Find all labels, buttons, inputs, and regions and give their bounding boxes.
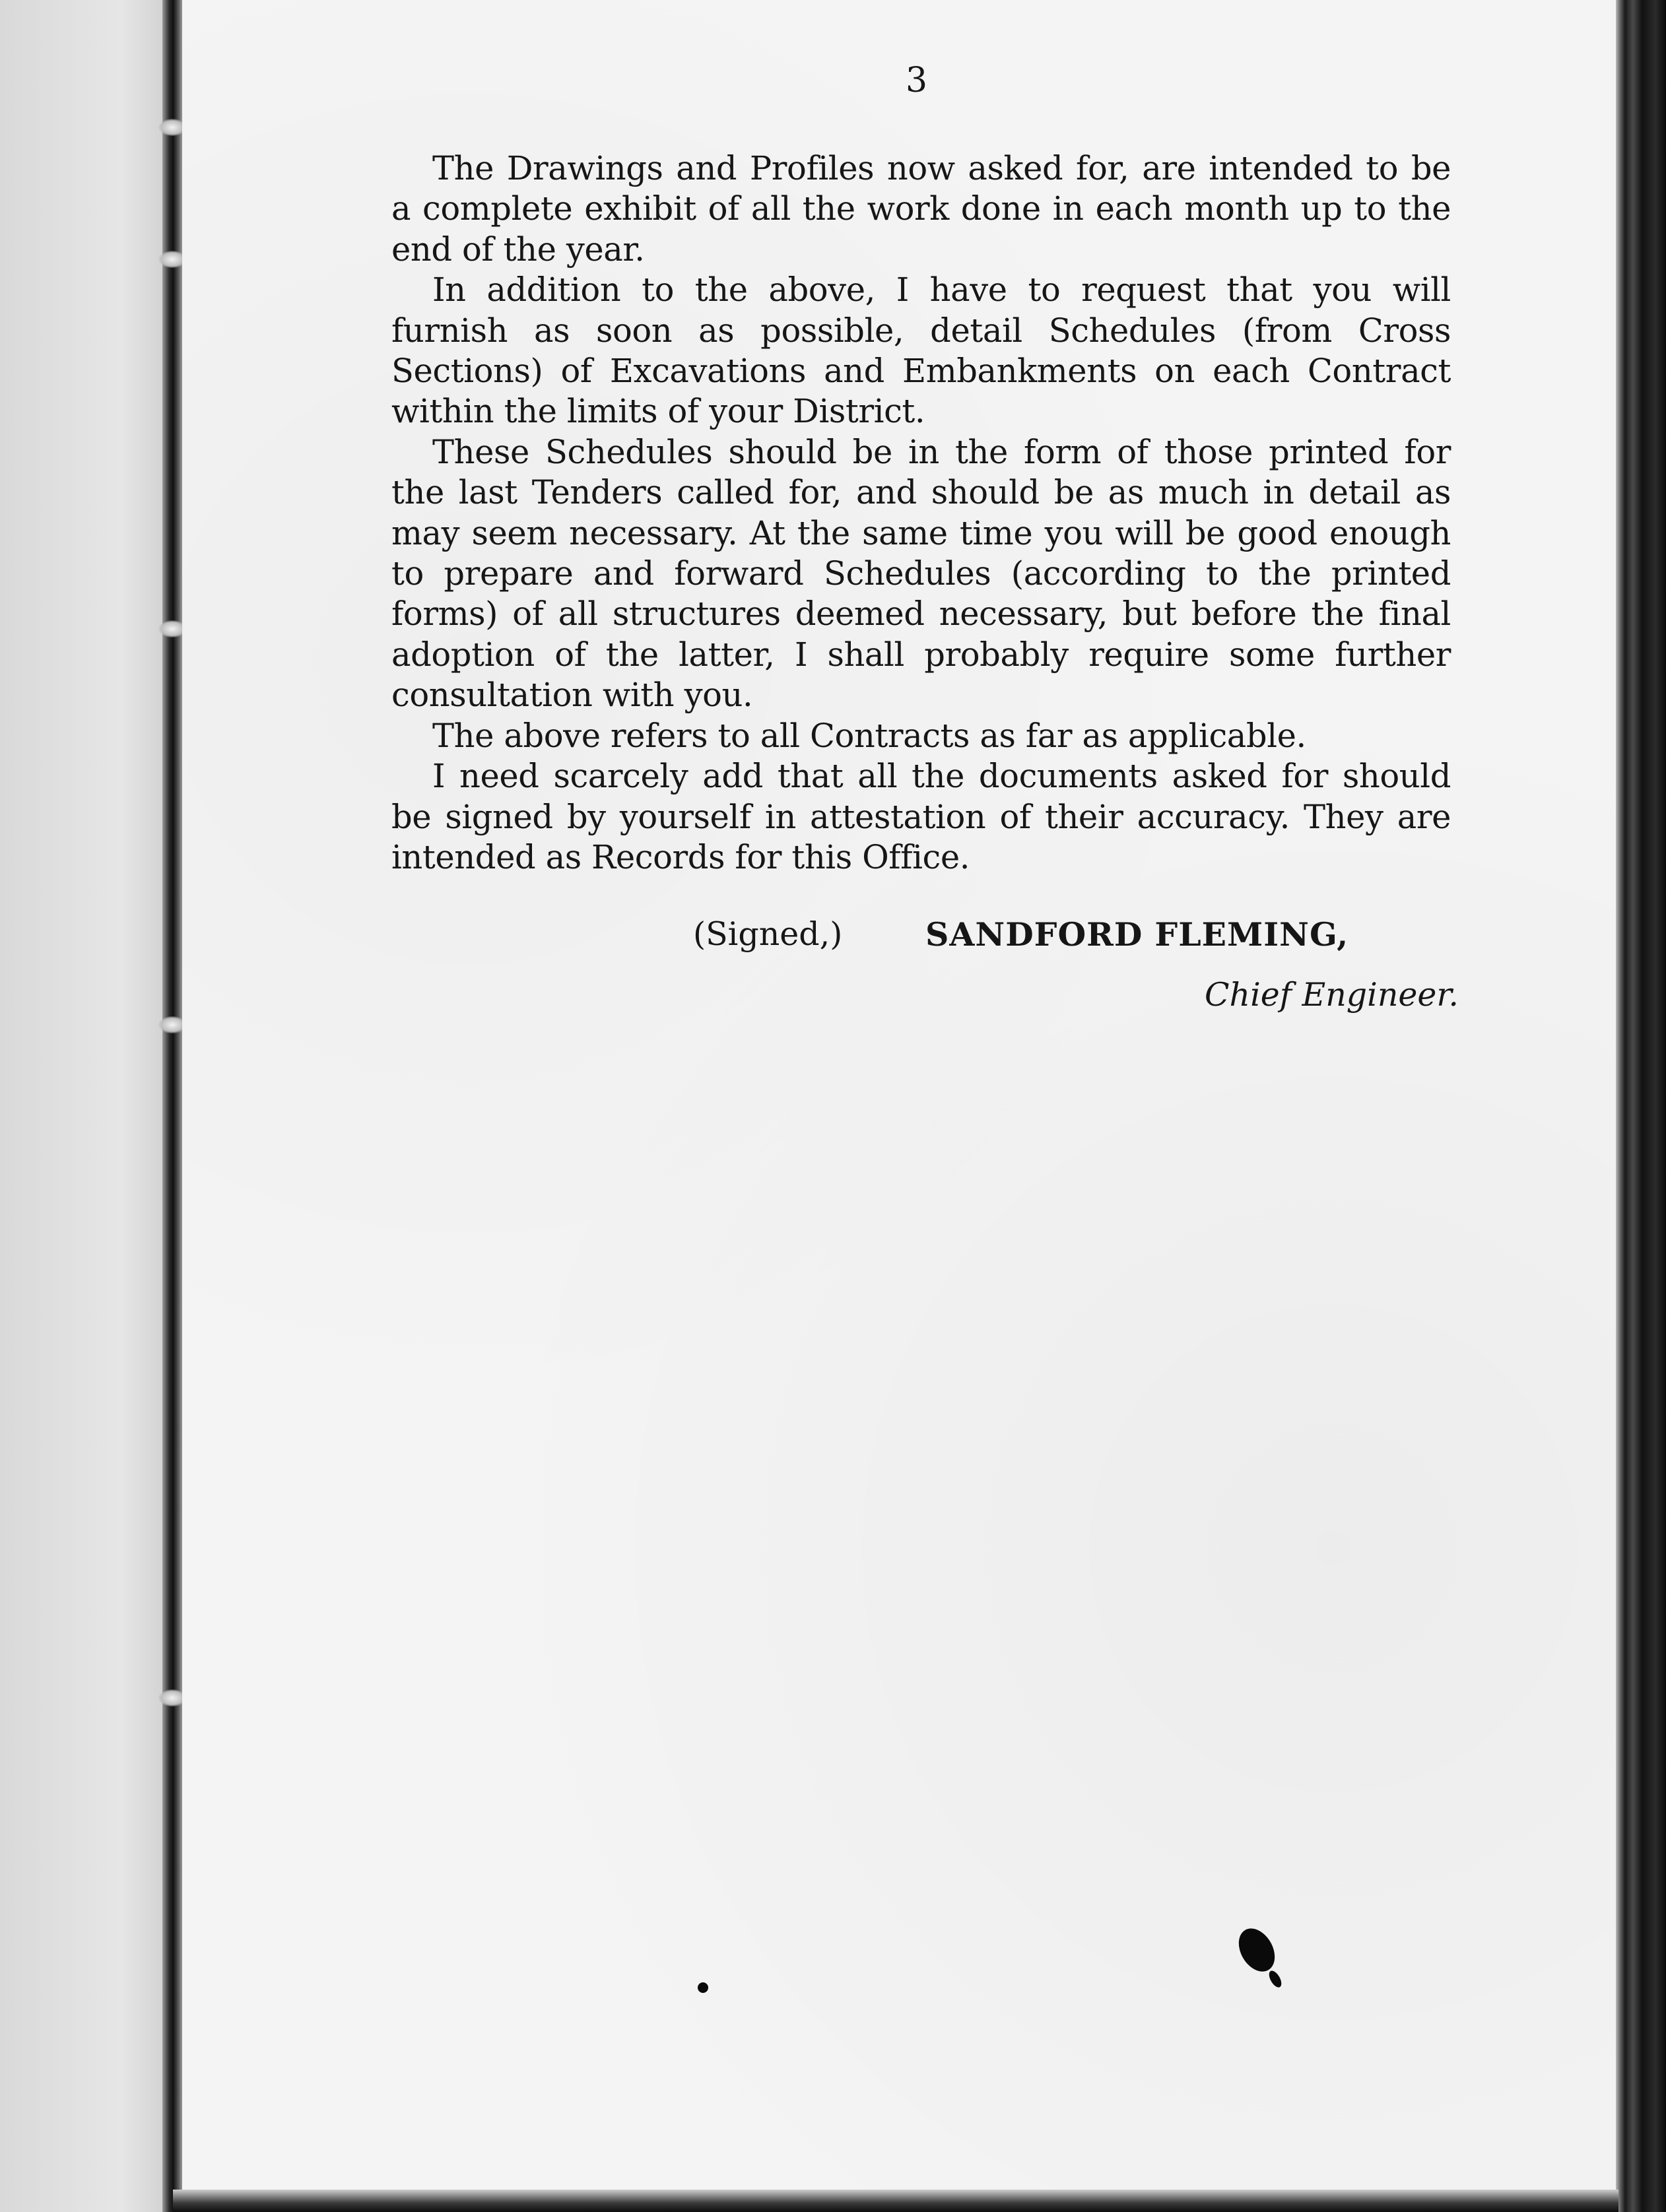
paragraph: In addition to the above, I have to request that you will furnish as soon as possible, detail Schedules (from Cross Sections) of Excavations and Embankments on each Contract within the limits of your District. bbox=[391, 271, 1451, 431]
page-number: 3 bbox=[906, 61, 928, 100]
signer-name: SANDFORD FLEMING, bbox=[925, 915, 1349, 954]
signer-title: Chief Engineer. bbox=[1205, 976, 1459, 1014]
letter-body bbox=[391, 148, 1451, 878]
book-binding bbox=[162, 0, 182, 2212]
signed-label: (Signed,) bbox=[693, 915, 843, 953]
paragraph: I need scarcely add that all the documents asked for should be signed by yourself in attestation of their accuracy. They are intended as Records for this Office. bbox=[391, 757, 1451, 876]
paragraph: The above refers to all Contracts as far as applicable. bbox=[432, 716, 1306, 755]
paragraph: The Drawings and Profiles now asked for, are intended to be a complete exhibit of all the work done in each month up to the end of the year. bbox=[391, 149, 1451, 269]
ink-speck bbox=[698, 1982, 708, 1993]
page-bottom-edge bbox=[173, 2190, 1618, 2212]
paragraph: These Schedules should be in the form of those printed for the last Tenders called for, and should be as much in detail as may seem necessary. At the same time you will be good enough to prepare and forward Schedules (according to the printed forms) of all structures deemed necessary, but before the final adoption of the latter, I shall probably require some further consultation with you. bbox=[391, 432, 1451, 715]
facing-page-edge bbox=[0, 0, 173, 2212]
book-cover-edge bbox=[1616, 0, 1666, 2212]
